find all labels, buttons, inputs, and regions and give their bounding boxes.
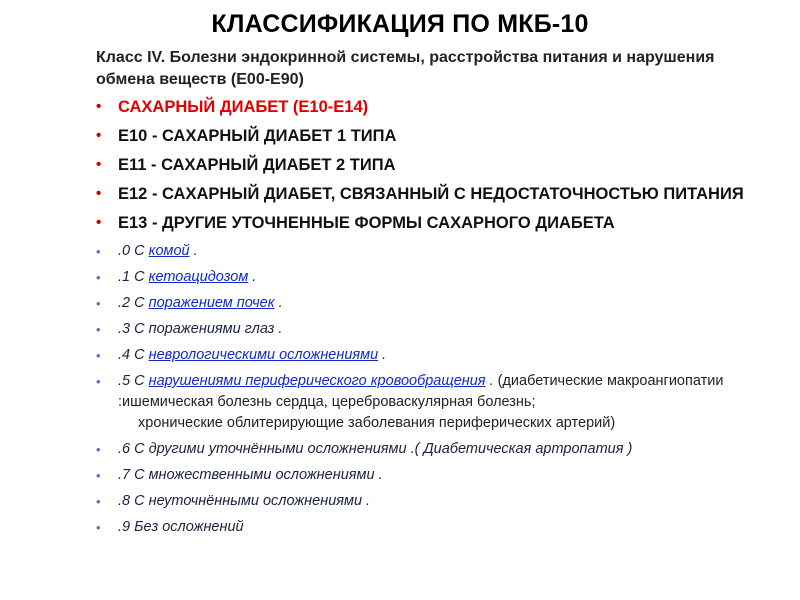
link-coma[interactable]: комой: [148, 243, 190, 259]
bullet-icon: •: [96, 374, 101, 389]
item-text: Е11 - САХАРНЫЙ ДИАБЕТ 2 ТИПА: [118, 156, 396, 174]
bullet-icon: •: [96, 468, 101, 483]
item-note: (диабетические макроангиопатии :ишемическая болезнь сердца, цереброваскулярная болезнь;: [118, 373, 724, 410]
item-text: САХАРНЫЙ ДИАБЕТ (E10-E14): [118, 98, 369, 116]
list-item-sub-1: [96, 267, 776, 288]
bullet-icon: •: [96, 322, 101, 337]
item-suffix: .: [485, 373, 494, 389]
list-item-sub-0: [96, 241, 776, 262]
bullet-icon: •: [96, 185, 102, 202]
list-item-sub-8: [96, 491, 776, 512]
item-suffix: .: [378, 347, 387, 363]
item-text: Е13 - ДРУГИЕ УТОЧНЕННЫЕ ФОРМЫ САХАРНОГО ДИАБЕТА: [118, 214, 615, 232]
bullet-icon: •: [96, 270, 101, 285]
list-item-e10: [96, 125, 776, 147]
item-text: .6 С другими уточнёнными осложнениями .( Диабетическая артропатия ): [118, 441, 633, 457]
list-item-sub-5: [96, 371, 776, 434]
bullet-icon: •: [96, 214, 102, 231]
bullet-icon: •: [96, 348, 101, 363]
item-text: .3 С поражениями глаз .: [118, 321, 283, 337]
list-item-sub-9: [96, 517, 776, 538]
item-suffix: .: [248, 269, 257, 285]
list-item-e13: [96, 212, 776, 234]
item-suffix: .: [274, 295, 283, 311]
list-item-sub-2: [96, 293, 776, 314]
link-peripheral-circulation[interactable]: нарушениями периферического кровообращения: [148, 373, 486, 389]
bullet-icon: •: [96, 442, 101, 457]
item-note-continued: хронические облитерирующие заболевания периферических артерий): [138, 415, 616, 431]
item-text: Е12 - САХАРНЫЙ ДИАБЕТ, СВЯЗАННЫЙ С НЕДОСТАТОЧНОСТЬЮ ПИТАНИЯ: [118, 185, 744, 203]
bullet-icon: •: [96, 520, 101, 535]
list-item-sub-3: [96, 319, 776, 340]
class-description: Класс IV. Болезни эндокринной системы, расстройства питания и нарушения обмена веществ (E00-E90): [96, 49, 715, 88]
link-neurological-complications[interactable]: неврологическими осложнениями: [148, 347, 379, 363]
list-item-e11: [96, 154, 776, 176]
item-text: .8 С неуточнёнными осложнениями .: [118, 493, 371, 509]
classification-list: [96, 96, 776, 543]
bullet-icon: •: [96, 98, 102, 115]
item-text: .9 Без осложнений: [118, 519, 244, 535]
page-title: КЛАССИФИКАЦИЯ ПО МКБ-10: [211, 10, 589, 38]
link-kidney-damage[interactable]: поражением почек: [148, 295, 275, 311]
bullet-icon: •: [96, 494, 101, 509]
bullet-icon: •: [96, 244, 101, 259]
item-prefix: .0 С: [118, 243, 149, 259]
item-prefix: .5 С: [118, 373, 149, 389]
item-text: Е10 - САХАРНЫЙ ДИАБЕТ 1 ТИПА: [118, 127, 397, 145]
list-item-sub-4: [96, 345, 776, 366]
bullet-icon: •: [96, 296, 101, 311]
list-item-diabetes-range: [96, 96, 776, 118]
link-ketoacidosis[interactable]: кетоацидозом: [148, 269, 249, 285]
item-prefix: .1 С: [118, 269, 149, 285]
list-item-sub-7: [96, 465, 776, 486]
list-item-e12: [96, 183, 776, 205]
bullet-icon: •: [96, 127, 102, 144]
item-text: .7 С множественными осложнениями .: [118, 467, 383, 483]
list-item-sub-6: [96, 439, 776, 460]
item-prefix: .2 С: [118, 295, 149, 311]
item-prefix: .4 С: [118, 347, 149, 363]
item-suffix: .: [189, 243, 198, 259]
bullet-icon: •: [96, 156, 102, 173]
